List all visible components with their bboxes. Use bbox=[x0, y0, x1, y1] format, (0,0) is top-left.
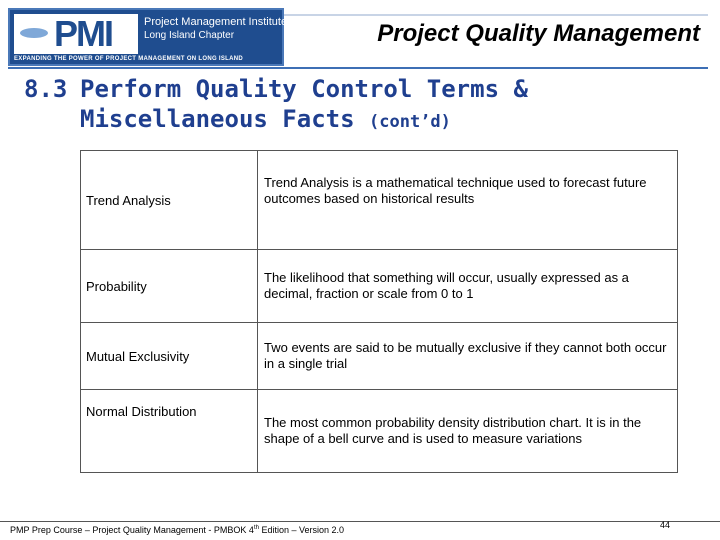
table-row bbox=[81, 323, 678, 390]
header-title: Project Quality Management bbox=[377, 20, 700, 47]
table-row bbox=[81, 390, 678, 473]
logo-tagline: EXPANDING THE POWER OF PROJECT MANAGEMENT ON LONG ISLAND bbox=[14, 56, 244, 62]
definition-cell: The likelihood that something will occur, usually expressed as a decimal, fraction or scale from 0 to 1 bbox=[258, 250, 678, 323]
definition-cell: The most common probability density distribution chart. It is in the shape of a bell curve and is used to measure variations bbox=[258, 390, 678, 473]
footer-text-end: Edition – Version 2.0 bbox=[258, 525, 345, 535]
slide-title-line2 bbox=[24, 104, 528, 137]
title-text-line2: Miscellaneous Facts bbox=[80, 105, 355, 133]
term-cell: Probability bbox=[81, 250, 258, 323]
footer-superscript: th bbox=[253, 525, 259, 531]
long-island-icon bbox=[20, 28, 48, 38]
logo-mark: PMI bbox=[54, 13, 113, 54]
header-divider bbox=[8, 67, 708, 69]
title-suffix: (cont’d) bbox=[369, 112, 451, 132]
table-row bbox=[81, 151, 678, 250]
title-text-line1: Perform Quality Control Terms & bbox=[80, 75, 528, 103]
footer-divider bbox=[0, 521, 720, 522]
definition-cell: Trend Analysis is a mathematical technique used to forecast future outcomes based on historical results bbox=[258, 151, 678, 250]
pmi-logo bbox=[8, 8, 288, 66]
term-cell: Trend Analysis bbox=[81, 151, 258, 250]
slide-title bbox=[24, 74, 528, 137]
definition-cell: Two events are said to be mutually exclusive if they cannot both occur in a single trial bbox=[258, 323, 678, 390]
header-top-rule bbox=[284, 14, 708, 16]
logo-org-name: Project Management Institute bbox=[144, 16, 288, 28]
pmi-emblem bbox=[14, 14, 138, 54]
terms-table bbox=[80, 150, 678, 473]
term-cell: Mutual Exclusivity bbox=[81, 323, 258, 390]
table-row bbox=[81, 250, 678, 323]
slide-title-line1 bbox=[24, 74, 528, 104]
page-number: 44 bbox=[660, 520, 671, 530]
footer-text bbox=[10, 525, 344, 535]
section-number: 8.3 bbox=[24, 75, 68, 103]
logo-chapter-name: Long Island Chapter bbox=[144, 30, 235, 41]
term-cell: Normal Distribution bbox=[81, 390, 258, 473]
footer-text-start: PMP Prep Course – Project Quality Management - PMBOK 4 bbox=[10, 525, 254, 535]
